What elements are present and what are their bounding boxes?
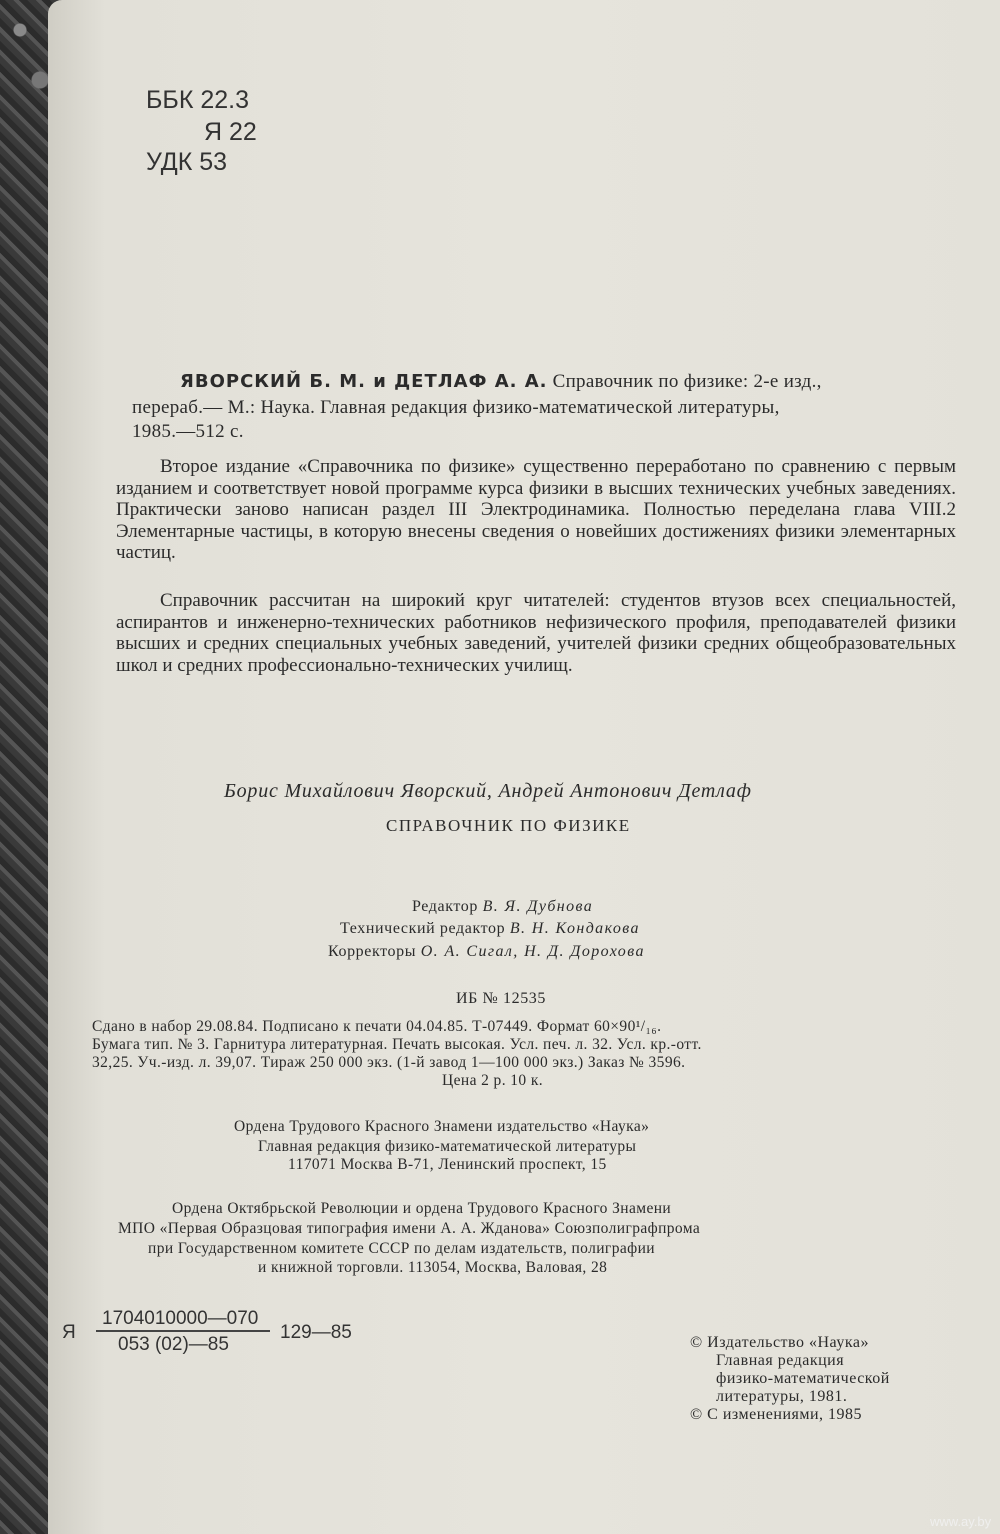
index-letter: Я (62, 1322, 76, 1343)
printer-line-3: при Государственном комитете СССР по делам издательств, полиграфии (148, 1240, 655, 1257)
bib-line-1 (180, 370, 822, 394)
author-mark-code: Я 22 (204, 118, 257, 146)
imprint-line-3: 32,25. Уч.-изд. л. 39,07. Тираж 250 000 экз. (1-й завод 1—100 000 экз.) Заказ № 3596. (92, 1054, 686, 1071)
bib-line-3: 1985.—512 с. (132, 421, 244, 442)
copyright-line-4: литературы, 1981. (716, 1388, 848, 1405)
bib-title: Справочник по физике: 2-е изд., (552, 371, 822, 392)
editor-name: В. Я. Дубнова (482, 898, 594, 915)
bbk-code: ББК 22.3 (146, 86, 249, 114)
imprint-line-1: Сдано в набор 29.08.84. Подписано к печати 04.04.85. Т-07449. Формат 60×90¹/₁₆. (92, 1018, 662, 1035)
index-denominator: 053 (02)—85 (118, 1334, 229, 1355)
publisher-line-2: Главная редакция физико-математической литературы (258, 1138, 637, 1155)
abstract-paragraph-1: Второе издание «Справочника по физике» существенно переработано по сравнению с первым изданием и соответствует новой программе курса физики в высших технических учебных заведениях. Практически заново написан раздел III Электродинамика. Полностью переделана глава VIII.2 Элементарные частицы, в которую внесены сведения о новейших достижениях физики элементарных частиц. (116, 456, 956, 563)
book-authors: Борис Михайлович Яворский, Андрей Антонович Детлаф (224, 780, 752, 802)
bib-line-2: перераб.— М.: Наука. Главная редакция физико-математической литературы, (132, 397, 780, 418)
price: Цена 2 р. 10 к. (442, 1072, 544, 1089)
imprint-line-2: Бумага тип. № 3. Гарнитура литературная. Печать высокая. Усл. печ. л. 32. Усл. кр.-отт. (92, 1036, 702, 1053)
bib-authors: ЯВОРСКИЙ Б. М. и ДЕТЛАФ А. А. (180, 371, 548, 392)
book-title: СПРАВОЧНИК ПО ФИЗИКЕ (386, 816, 631, 835)
index-suffix: 129—85 (280, 1322, 352, 1343)
printer-line-4: и книжной торговли. 113054, Москва, Валовая, 28 (258, 1259, 608, 1276)
book-page (48, 0, 1000, 1534)
publisher-line-1: Ордена Трудового Красного Знамени издательство «Наука» (234, 1118, 650, 1135)
tech-editor-credit: Технический редактор В. Н. Кондакова (340, 920, 640, 937)
printer-line-2: МПО «Первая Образцовая типография имени А. А. Жданова» Союзполиграфпрома (118, 1220, 701, 1237)
abstract-paragraph-2: Справочник рассчитан на широкий круг читателей: студентов втузов всех специальностей, аспирантов и инженерно-технических работников нефизического профиля, преподавателей физики высших и средних специальных учебных заведений, учителей физики средних общеобразовательных школ и средних профессионально-технических училищ. (116, 590, 956, 676)
copyright-line-2: Главная редакция (716, 1352, 845, 1369)
tech-editor-name: В. Н. Кондакова (509, 920, 640, 937)
site-watermark: www.ay.by (930, 1514, 992, 1529)
copyright-line-1: © Издательство «Наука» (690, 1334, 869, 1351)
copyright-line-3: физико-математической (716, 1370, 890, 1387)
ib-number: ИБ № 12535 (456, 990, 547, 1007)
udk-code: УДК 53 (146, 148, 228, 176)
correctors-names: О. А. Сигал, Н. Д. Дорохова (420, 943, 645, 960)
printer-line-1: Ордена Октябрьской Революции и ордена Трудового Красного Знамени (172, 1200, 672, 1217)
copyright-line-5: © С изменениями, 1985 (690, 1406, 863, 1423)
index-numerator: 1704010000—070 (102, 1308, 259, 1329)
fraction-bar (96, 1330, 270, 1332)
publisher-line-3: 117071 Москва В-71, Ленинский проспект, 15 (288, 1156, 607, 1173)
editor-credit: Редактор В. Я. Дубнова (412, 898, 594, 915)
correctors-credit: Корректоры О. А. Сигал, Н. Д. Дорохова (328, 943, 645, 960)
